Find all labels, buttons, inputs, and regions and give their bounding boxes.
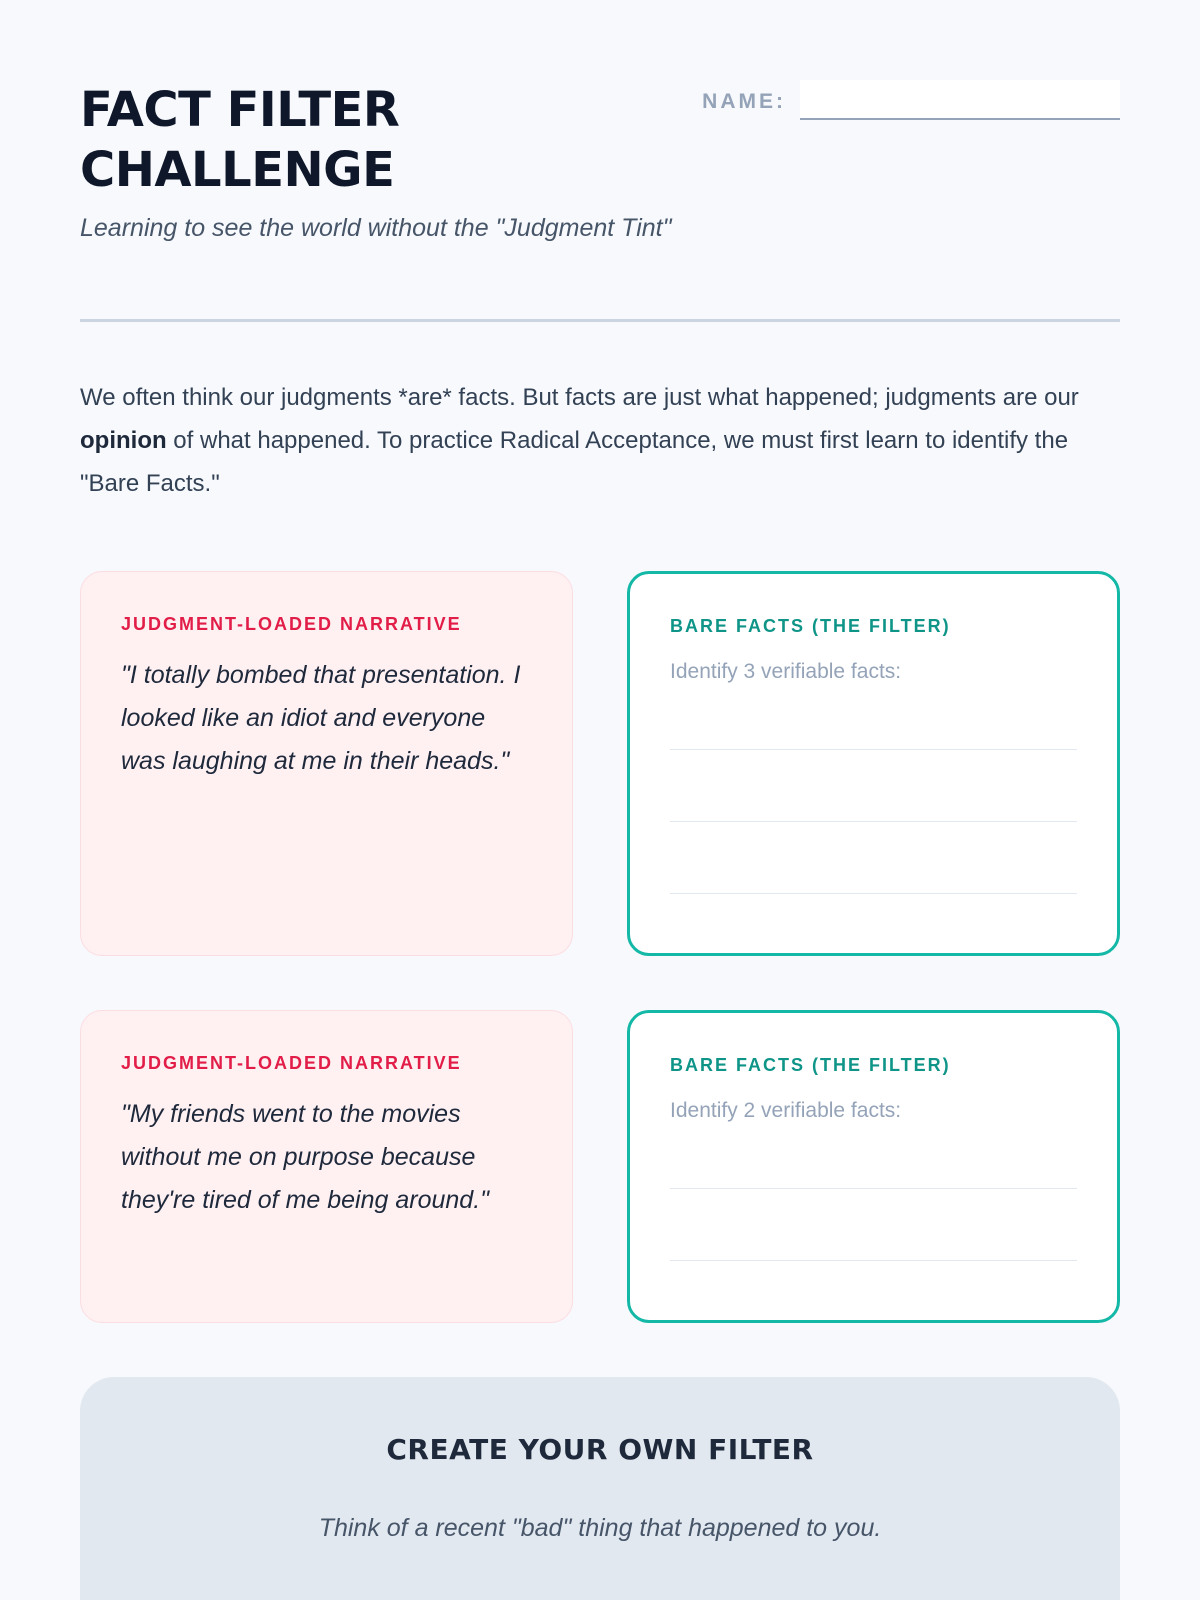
narrative-label: JUDGMENT-LOADED NARRATIVE xyxy=(121,1053,462,1073)
narrative-quote: "My friends went to the movies without me on purpose because they're tired of me being around." xyxy=(121,1100,490,1214)
intro-bold-word: opinion xyxy=(80,427,167,454)
facts-label: BARE FACTS (THE FILTER) xyxy=(670,1055,951,1075)
name-label: NAME: xyxy=(702,90,786,113)
name-block xyxy=(702,80,1120,120)
name-field[interactable] xyxy=(800,80,1120,120)
create-instructions: Think of a recent "bad" thing that happened to you. xyxy=(318,1514,882,1542)
exercise-row-2 xyxy=(80,1010,1120,1323)
intro-text-start: We often think our judgments *are* facts. But facts are just what happened; judgments are our xyxy=(80,384,1079,411)
facts-prompt: Identify 2 verifiable facts: xyxy=(670,1099,902,1122)
worksheet-header xyxy=(80,0,1120,322)
facts-card xyxy=(627,1010,1120,1323)
create-title: CREATE YOUR OWN FILTER xyxy=(386,1433,814,1466)
narrative-card xyxy=(80,571,573,956)
answer-line[interactable] xyxy=(670,1123,1077,1189)
facts-card xyxy=(627,571,1120,956)
answer-line[interactable] xyxy=(670,750,1077,822)
page-title: FACT FILTER CHALLENGE xyxy=(80,82,400,198)
facts-label: BARE FACTS (THE FILTER) xyxy=(670,616,951,636)
narrative-card xyxy=(80,1010,573,1323)
narrative-quote: "I totally bombed that presentation. I looked like an idiot and everyone was laughing at me in their heads." xyxy=(121,661,521,775)
intro-paragraph xyxy=(80,376,1120,505)
narrative-label: JUDGMENT-LOADED NARRATIVE xyxy=(121,614,462,634)
create-your-own-section xyxy=(80,1377,1120,1600)
answer-line[interactable] xyxy=(670,1189,1077,1261)
facts-prompt: Identify 3 verifiable facts: xyxy=(670,660,902,683)
answer-line[interactable] xyxy=(670,684,1077,750)
page-subtitle: Learning to see the world without the "Judgment Tint" xyxy=(80,214,672,242)
answer-line[interactable] xyxy=(670,822,1077,894)
exercise-row-1 xyxy=(80,571,1120,956)
intro-text-end: of what happened. To practice Radical Acceptance, we must first learn to identify the "Bare Facts." xyxy=(80,427,1069,497)
